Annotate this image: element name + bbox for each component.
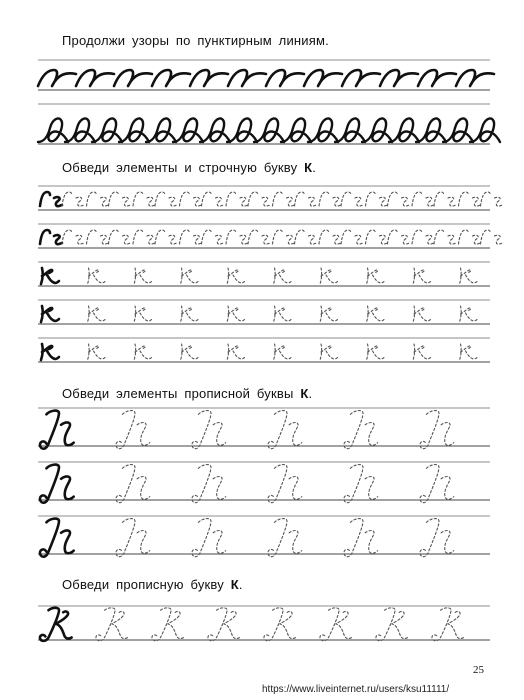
lowercase-trace-letter <box>273 192 295 206</box>
lowercase-trace-letter <box>460 344 478 360</box>
lowercase-trace-letter <box>460 306 478 322</box>
loop-pattern-unit <box>92 118 122 142</box>
loop-pattern-unit <box>38 118 68 142</box>
lowercase-trace-letter <box>274 306 292 322</box>
lowercase-model-letter <box>40 230 62 244</box>
loop-pattern-unit <box>119 118 149 142</box>
uppercase-k-trace <box>432 608 464 641</box>
lowercase-trace-element <box>109 192 131 206</box>
lowercase-model-letter <box>41 344 59 360</box>
lowercase-trace-letter <box>133 192 155 206</box>
lowercase-trace-letter <box>227 268 245 284</box>
lowercase-trace-element <box>481 230 503 244</box>
lowercase-rows <box>40 192 503 360</box>
loop-pattern-unit <box>254 118 284 142</box>
lowercase-trace-letter <box>134 344 152 360</box>
uppercase-element-trace <box>116 465 150 503</box>
lowercase-trace-letter <box>88 344 106 360</box>
lowercase-trace-letter <box>320 268 338 284</box>
lowercase-trace-letter <box>134 306 152 322</box>
lowercase-trace-element <box>295 230 317 244</box>
wave-pattern-unit <box>152 70 190 86</box>
lowercase-trace-element <box>62 192 84 206</box>
uppercase-k-model <box>40 608 72 641</box>
lowercase-trace-element <box>388 230 410 244</box>
loop-pattern-unit <box>335 118 365 142</box>
uppercase-element-trace <box>192 465 226 503</box>
uppercase-k-trace <box>152 608 184 641</box>
uppercase-element-trace <box>268 465 302 503</box>
wave-pattern-unit <box>342 70 380 86</box>
uppercase-k-trace <box>376 608 408 641</box>
lowercase-trace-letter <box>412 192 434 206</box>
lowercase-trace-letter <box>227 306 245 322</box>
lowercase-trace-element <box>155 230 177 244</box>
lowercase-trace-element <box>434 192 456 206</box>
uppercase-element-trace <box>116 411 150 449</box>
lowercase-trace-letter <box>88 306 106 322</box>
lowercase-trace-letter <box>413 344 431 360</box>
lowercase-trace-letter <box>460 268 478 284</box>
uppercase-element-trace <box>344 519 378 557</box>
lowercase-trace-letter <box>227 344 245 360</box>
lowercase-trace-letter <box>366 192 388 206</box>
lowercase-trace-letter <box>412 230 434 244</box>
wave-pattern-unit <box>456 70 494 86</box>
wave-pattern-unit <box>190 70 228 86</box>
lowercase-trace-letter <box>87 230 109 244</box>
wave-pattern-unit <box>266 70 304 86</box>
lowercase-trace-letter <box>274 344 292 360</box>
lowercase-model-letter <box>40 192 62 206</box>
uppercase-k-trace <box>320 608 352 641</box>
lowercase-trace-letter <box>459 230 481 244</box>
instruction-uppercase-elements: Обведи элементы прописной буквы К. <box>62 386 313 401</box>
lowercase-trace-element <box>62 230 84 244</box>
lowercase-trace-letter <box>320 344 338 360</box>
uppercase-k-trace <box>264 608 296 641</box>
loop-pattern-unit <box>416 118 446 142</box>
lowercase-trace-letter <box>134 268 152 284</box>
lowercase-trace-letter <box>319 230 341 244</box>
instruction-patterns: Продолжи узоры по пунктирным линиям. <box>62 33 329 48</box>
lowercase-trace-element <box>109 230 131 244</box>
uppercase-element-rows <box>40 411 454 557</box>
loop-pattern-unit <box>173 118 203 142</box>
loop-pattern-unit <box>443 118 473 142</box>
lowercase-trace-letter <box>320 306 338 322</box>
instruction-lowercase: Обведи элементы и строчную букву К. <box>62 160 317 175</box>
loop-pattern-unit <box>227 118 257 142</box>
lowercase-trace-letter <box>273 230 295 244</box>
lowercase-trace-letter <box>367 268 385 284</box>
lowercase-trace-letter <box>180 192 202 206</box>
lowercase-model-letter <box>41 306 59 322</box>
lowercase-trace-letter <box>366 230 388 244</box>
uppercase-element-model <box>40 411 74 449</box>
wave-pattern-unit <box>114 70 152 86</box>
uppercase-element-model <box>40 519 74 557</box>
lowercase-trace-letter <box>180 230 202 244</box>
uppercase-element-trace <box>268 519 302 557</box>
lowercase-trace-element <box>202 192 224 206</box>
wave-pattern-unit <box>304 70 342 86</box>
lowercase-trace-element <box>248 230 270 244</box>
lowercase-trace-letter <box>181 268 199 284</box>
uppercase-element-trace <box>420 519 454 557</box>
uppercase-element-trace <box>192 519 226 557</box>
uppercase-element-trace <box>344 411 378 449</box>
ruling-lines <box>38 60 490 640</box>
lowercase-trace-letter <box>181 306 199 322</box>
uppercase-element-trace <box>344 465 378 503</box>
lowercase-trace-letter <box>226 230 248 244</box>
lowercase-trace-element <box>155 192 177 206</box>
uppercase-element-trace <box>420 411 454 449</box>
loop-pattern-unit <box>362 118 392 142</box>
lowercase-trace-letter <box>367 306 385 322</box>
lowercase-trace-letter <box>133 230 155 244</box>
pattern-rows <box>38 70 500 142</box>
uppercase-element-trace <box>116 519 150 557</box>
lowercase-trace-letter <box>413 306 431 322</box>
lowercase-model-letter <box>41 268 59 284</box>
loop-pattern-unit <box>65 118 95 142</box>
uppercase-k-trace <box>96 608 128 641</box>
page-number: 25 <box>473 664 484 676</box>
instruction-uppercase: Обведи прописную букву К. <box>62 577 243 592</box>
lowercase-trace-element <box>434 230 456 244</box>
loop-pattern-unit <box>389 118 419 142</box>
lowercase-trace-element <box>481 192 503 206</box>
uppercase-element-model <box>40 465 74 503</box>
lowercase-trace-letter <box>88 268 106 284</box>
lowercase-trace-element <box>341 192 363 206</box>
lowercase-trace-letter <box>181 344 199 360</box>
lowercase-trace-letter <box>459 192 481 206</box>
lowercase-trace-element <box>295 192 317 206</box>
loop-pattern-unit <box>470 118 500 142</box>
lowercase-trace-letter <box>413 268 431 284</box>
watermark: https://www.liveinternet.ru/users/ksu11111/ <box>262 684 450 695</box>
lowercase-trace-letter <box>274 268 292 284</box>
lowercase-trace-element <box>202 230 224 244</box>
lowercase-trace-letter <box>319 192 341 206</box>
wave-pattern-unit <box>76 70 114 86</box>
loop-pattern-unit <box>146 118 176 142</box>
lowercase-trace-letter <box>226 192 248 206</box>
lowercase-trace-letter <box>87 192 109 206</box>
loop-pattern-unit <box>200 118 230 142</box>
loop-pattern-unit <box>308 118 338 142</box>
uppercase-k-trace <box>208 608 240 641</box>
lowercase-trace-letter <box>367 344 385 360</box>
wave-pattern-unit <box>228 70 266 86</box>
uppercase-rows <box>40 608 464 641</box>
lowercase-trace-element <box>388 192 410 206</box>
wave-pattern-unit <box>418 70 456 86</box>
loop-pattern-unit <box>281 118 311 142</box>
wave-pattern-unit <box>380 70 418 86</box>
uppercase-element-trace <box>268 411 302 449</box>
uppercase-element-trace <box>192 411 226 449</box>
uppercase-element-trace <box>420 465 454 503</box>
wave-pattern-unit <box>38 70 76 86</box>
lowercase-trace-element <box>248 192 270 206</box>
lowercase-trace-element <box>341 230 363 244</box>
